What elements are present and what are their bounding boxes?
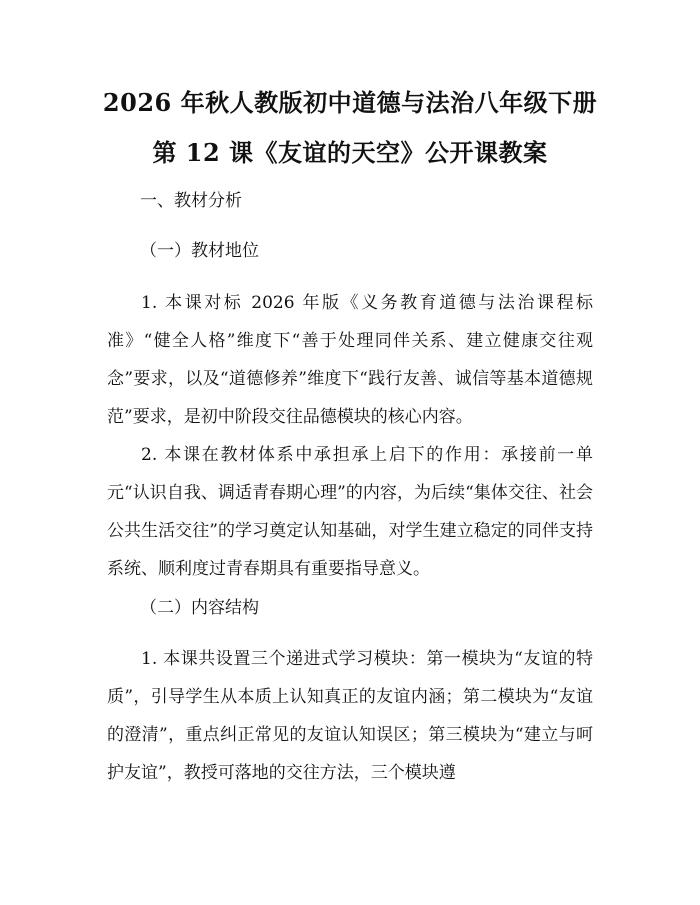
document-title-line-1: 2026 年秋人教版初中道德与法治八年级下册	[102, 88, 598, 117]
paragraph-curriculum-standard: 1. 本课对标 2026 年版《义务教育道德与法治课程标准》“健全人格”维度下“善于处理同伴关系、建立健康交往观念”要求，以及“道德修养”维度下“践行友善、诚信等基本道德规范”要求，是初中阶段交往品德模块的核心内容。	[107, 293, 593, 427]
subsection-heading-content-structure: （二）内容结构	[140, 598, 259, 618]
paragraph-role-in-textbook: 2. 本课在教材体系中承担承上启下的作用：承接前一单元“认识自我、调适青春期心理”的内容，为后续“集体交往、社会公共生活交往”的学习奠定认知基础，对学生建立稳定的同伴支持系统、顺利度过青春期具有重要指导意义。	[107, 445, 593, 579]
document-title-line-2: 第 12 课《友谊的天空》公开课教案	[152, 138, 548, 167]
paragraph-three-modules: 1. 本课共设置三个递进式学习模块：第一模块为“友谊的特质”，引导学生从本质上认知真正的友谊内涵；第二模块为“友谊的澄清”，重点纠正常见的友谊认知误区；第三模块为“建立与呵护友谊”，教授可落地的交往方法，三个模块遵	[107, 649, 593, 783]
section-heading-textbook-analysis: 一、教材分析	[140, 191, 242, 211]
subsection-heading-textbook-position: （一）教材地位	[140, 241, 259, 261]
